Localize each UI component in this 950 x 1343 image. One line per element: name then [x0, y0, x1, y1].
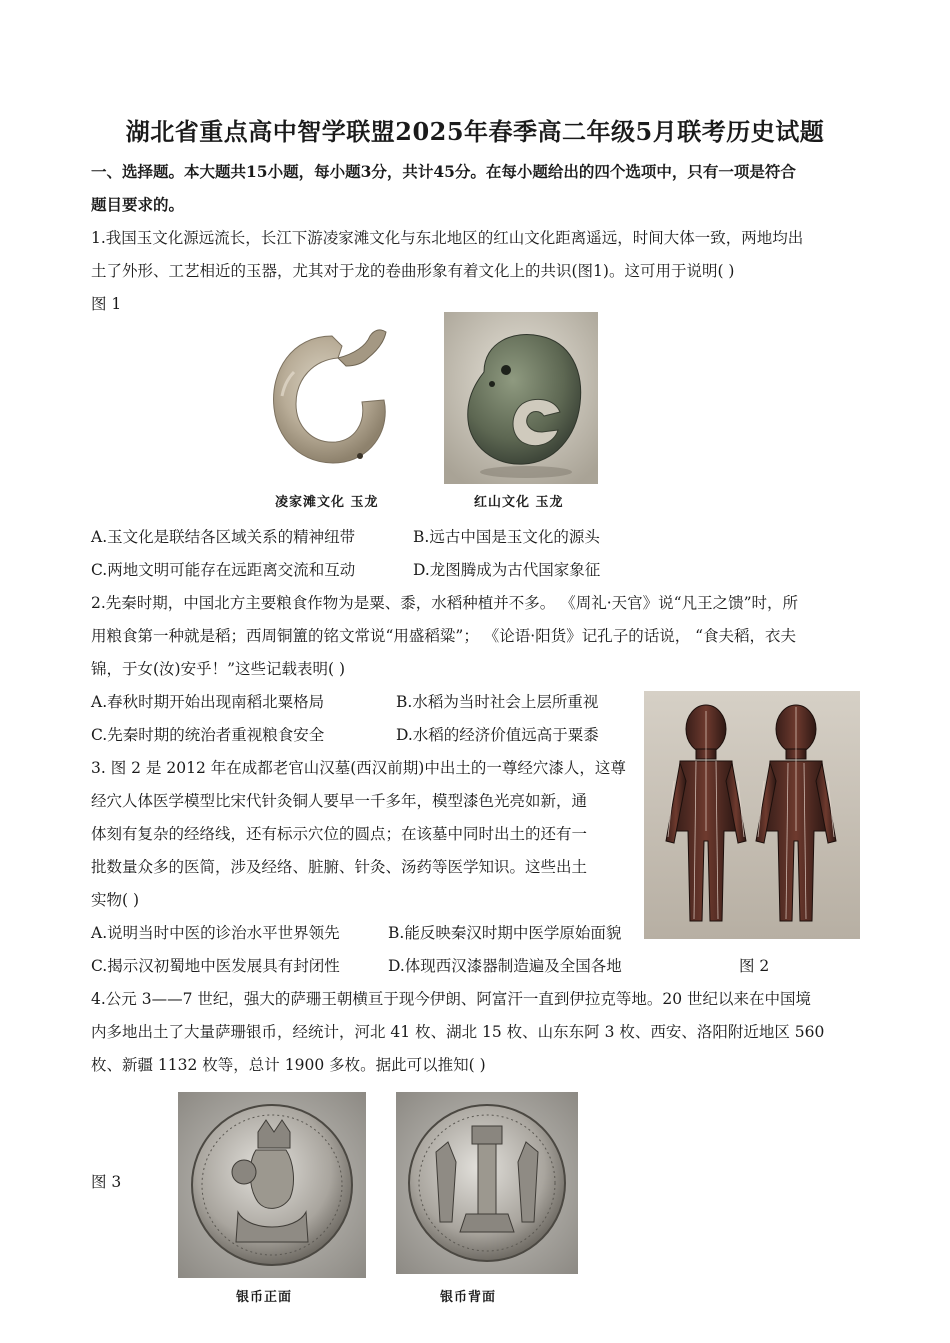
q3-stem-line3: 体刻有复杂的经络线，还有标示穴位的圆点；在该墓中同时出土的还有一	[91, 825, 588, 843]
q2-stem-line2: 用粮食第一种就是稻；西周铜簠的铭文常说“用盛稻粱”； 《论语·阳货》记孔子的话说， “食夫稻，衣夫	[91, 627, 797, 645]
jade-dragon-lingjiatan-image	[262, 316, 396, 480]
q1-stem-line1: 1.我国玉文化源远流长，长江下游凌家滩文化与东北地区的红山文化距离遥远，时间大体一致，两地均出	[91, 229, 804, 247]
q4-stem-line3: 枚、新疆 1132 枚等，总计 1900 多枚。据此可以推知( )	[91, 1056, 486, 1074]
section-header-line2: 题目要求的。	[91, 195, 185, 214]
section-header-line1: 一、选择题。本大题共15小题，每小题3分，共计45分。在每小题给出的四个选项中，只有一项是符合	[91, 162, 796, 181]
q1-option-c: C.两地文明可能存在远距离交流和互动	[91, 561, 356, 579]
lacquer-acupuncture-figure-image	[644, 691, 860, 939]
q1-stem-line2: 土了外形、工艺相近的玉器，尤其对于龙的卷曲形象有着文化上的共识(图1)。这可用于说明( )	[91, 262, 735, 280]
q3-option-c: C.揭示汉初蜀地中医发展具有封闭性	[91, 957, 340, 975]
q3-stem-line2: 经穴人体医学模型比宋代针灸铜人要早一千多年，模型漆色光亮如新，通	[91, 792, 588, 810]
q2-option-d: D.水稻的经济价值远高于粟黍	[396, 726, 599, 744]
q3-stem-line1: 3. 图 2 是 2012 年在成都老官山汉墓(西汉前期)中出土的一尊经穴漆人，这尊	[91, 759, 626, 777]
q3-option-b: B.能反映秦汉时期中医学原始面貌	[388, 924, 622, 942]
q4-caption-right: 银币背面	[440, 1290, 497, 1305]
q1-caption-left: 凌家滩文化 玉龙	[275, 495, 379, 510]
q1-option-b: B.远古中国是玉文化的源头	[413, 528, 600, 546]
q3-stem-line5: 实物( )	[91, 891, 140, 909]
q3-option-a: A.说明当时中医的诊治水平世界领先	[91, 924, 340, 942]
q3-option-d: D.体现西汉漆器制造遍及全国各地	[388, 957, 622, 975]
q2-option-b: B.水稻为当时社会上层所重视	[396, 693, 599, 711]
q4-stem-line1: 4.公元 3——7 世纪，强大的萨珊王朝横亘于现今伊朗、阿富汗一直到伊拉克等地。20 世纪以来在中国境	[91, 990, 812, 1008]
q3-figure-label: 图 2	[739, 957, 770, 975]
q2-option-a: A.春秋时期开始出现南稻北粟格局	[91, 693, 325, 711]
q2-stem-line3: 锦，于女(汝)安乎！”这些记载表明( )	[91, 660, 346, 678]
q4-stem-line2: 内多地出土了大量萨珊银币，经统计，河北 41 枚、湖北 15 枚、山东东阿 3 枚、西安、洛阳附近地区 560	[91, 1023, 825, 1041]
q1-option-a: A.玉文化是联结各区域关系的精神纽带	[91, 528, 356, 546]
q2-option-c: C.先秦时期的统治者重视粮食安全	[91, 726, 325, 744]
page-title: 湖北省重点高中智学联盟2025年春季高二年级5月联考历史试题	[125, 117, 825, 146]
q4-figure-label: 图 3	[91, 1173, 122, 1191]
q2-stem-line1: 2.先秦时期，中国北方主要粮食作物为是粟、黍，水稻种植并不多。 《周礼·天官》说“凡王之馈”时，所	[91, 594, 798, 612]
q1-figure-label: 图 1	[91, 295, 122, 313]
jade-dragon-hongshan-image	[444, 312, 598, 484]
sasanian-coin-reverse-image	[396, 1092, 578, 1274]
q1-caption-right: 红山文化 玉龙	[474, 495, 564, 510]
q4-caption-left: 银币正面	[236, 1290, 293, 1305]
q3-stem-line4: 批数量众多的医简，涉及经络、脏腑、针灸、汤药等医学知识。这些出土	[91, 858, 588, 876]
sasanian-coin-obverse-image	[178, 1092, 366, 1278]
q1-option-d: D.龙图腾成为古代国家象征	[413, 561, 601, 579]
